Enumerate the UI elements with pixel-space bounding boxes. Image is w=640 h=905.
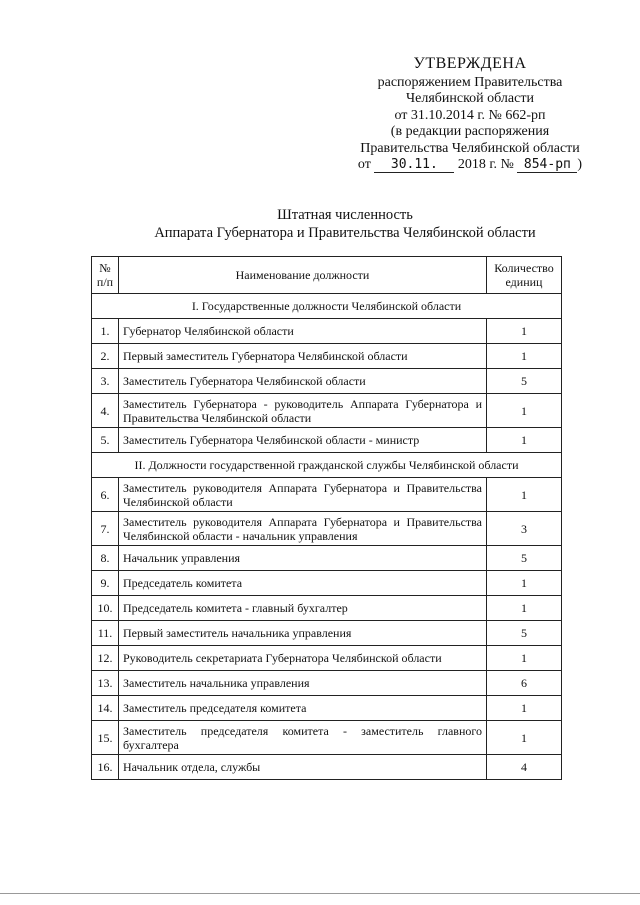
row-qty: 1 bbox=[487, 344, 562, 369]
row-qty: 1 bbox=[487, 428, 562, 453]
row-qty: 3 bbox=[487, 512, 562, 546]
row-num: 6. bbox=[92, 478, 119, 512]
row-num: 3. bbox=[92, 369, 119, 394]
approval-line: распоряжением Правительства bbox=[377, 74, 563, 90]
header-name: Наименование должности bbox=[119, 257, 487, 294]
row-num: 12. bbox=[92, 646, 119, 671]
date-prefix: от bbox=[357, 157, 371, 172]
table-row bbox=[92, 546, 562, 571]
table-row bbox=[92, 319, 562, 344]
title-line-2: Аппарата Губернатора и Правительства Челябинской области bbox=[154, 225, 536, 241]
row-qty: 1 bbox=[487, 596, 562, 621]
table-row bbox=[92, 596, 562, 621]
row-name: Губернатор Челябинской области bbox=[119, 319, 487, 344]
document-title bbox=[60, 206, 630, 242]
row-name: Председатель комитета bbox=[119, 571, 487, 596]
row-name: Заместитель председателя комитета - заместитель главного бухгалтера bbox=[119, 721, 487, 755]
header-num: № п/п bbox=[92, 257, 119, 294]
table-row bbox=[92, 696, 562, 721]
row-qty: 1 bbox=[487, 571, 562, 596]
table-row bbox=[92, 478, 562, 512]
row-qty: 1 bbox=[487, 394, 562, 428]
approval-heading: УТВЕРЖДЕНА bbox=[413, 55, 527, 72]
table-row bbox=[92, 671, 562, 696]
row-name: Заместитель начальника управления bbox=[119, 671, 487, 696]
row-num: 9. bbox=[92, 571, 119, 596]
close-paren: ) bbox=[577, 157, 583, 172]
row-name: Начальник управления bbox=[119, 546, 487, 571]
table-row bbox=[92, 512, 562, 546]
date-suffix: 2018 г. № bbox=[457, 157, 514, 172]
row-qty: 5 bbox=[487, 621, 562, 646]
approval-line: Челябинской области bbox=[406, 91, 534, 106]
approval-line: от 31.10.2014 г. № 662-рп bbox=[394, 107, 546, 123]
row-qty: 1 bbox=[487, 721, 562, 755]
row-qty: 1 bbox=[487, 319, 562, 344]
row-qty: 1 bbox=[487, 478, 562, 512]
title-line-1: Штатная численность bbox=[277, 207, 413, 223]
row-num: 1. bbox=[92, 319, 119, 344]
approval-block bbox=[340, 56, 600, 174]
row-name: Первый заместитель начальника управления bbox=[119, 621, 487, 646]
row-num: 8. bbox=[92, 546, 119, 571]
section-row bbox=[92, 294, 562, 319]
table-row bbox=[92, 646, 562, 671]
row-qty: 1 bbox=[487, 646, 562, 671]
staff-table bbox=[91, 256, 562, 780]
row-num: 11. bbox=[92, 621, 119, 646]
section-title: I. Государственные должности Челябинской области bbox=[92, 294, 562, 319]
header-qty: Количество единиц bbox=[487, 257, 562, 294]
approval-line: Правительства Челябинской области bbox=[360, 140, 580, 156]
table-row bbox=[92, 428, 562, 453]
row-name: Председатель комитета - главный бухгалтер bbox=[119, 596, 487, 621]
row-num: 14. bbox=[92, 696, 119, 721]
approval-dateline bbox=[340, 157, 600, 174]
approval-line: (в редакции распоряжения bbox=[390, 124, 550, 139]
table-row bbox=[92, 621, 562, 646]
row-name: Заместитель руководителя Аппарата Губернатора и Правительства Челябинской области - начальник управления bbox=[119, 512, 487, 546]
section-title: II. Должности государственной гражданской службы Челябинской области bbox=[92, 453, 562, 478]
section-row bbox=[92, 453, 562, 478]
row-num: 4. bbox=[92, 394, 119, 428]
row-num: 15. bbox=[92, 721, 119, 755]
table-row bbox=[92, 369, 562, 394]
row-name: Заместитель Губернатора Челябинской области - министр bbox=[119, 428, 487, 453]
row-qty: 6 bbox=[487, 671, 562, 696]
table-row bbox=[92, 721, 562, 755]
row-qty: 5 bbox=[487, 369, 562, 394]
table-row bbox=[92, 394, 562, 428]
row-name: Первый заместитель Губернатора Челябинской области bbox=[119, 344, 487, 369]
handwritten-number: 854-рп bbox=[517, 158, 577, 173]
row-num: 13. bbox=[92, 671, 119, 696]
row-name: Заместитель Губернатора - руководитель Аппарата Губернатора и Правительства Челябинской области bbox=[119, 394, 487, 428]
row-num: 7. bbox=[92, 512, 119, 546]
row-name: Начальник отдела, службы bbox=[119, 755, 487, 780]
row-name: Руководитель секретариата Губернатора Челябинской области bbox=[119, 646, 487, 671]
row-qty: 5 bbox=[487, 546, 562, 571]
table-row bbox=[92, 755, 562, 780]
row-name: Заместитель председателя комитета bbox=[119, 696, 487, 721]
table-row bbox=[92, 344, 562, 369]
table-row bbox=[92, 571, 562, 596]
row-num: 2. bbox=[92, 344, 119, 369]
row-name: Заместитель руководителя Аппарата Губернатора и Правительства Челябинской области bbox=[119, 478, 487, 512]
row-name: Заместитель Губернатора Челябинской области bbox=[119, 369, 487, 394]
page-bottom-rule bbox=[0, 893, 640, 894]
row-num: 5. bbox=[92, 428, 119, 453]
row-qty: 4 bbox=[487, 755, 562, 780]
row-num: 16. bbox=[92, 755, 119, 780]
table-header-row bbox=[92, 257, 562, 294]
row-num: 10. bbox=[92, 596, 119, 621]
row-qty: 1 bbox=[487, 696, 562, 721]
handwritten-date: 30.11. bbox=[374, 158, 454, 173]
